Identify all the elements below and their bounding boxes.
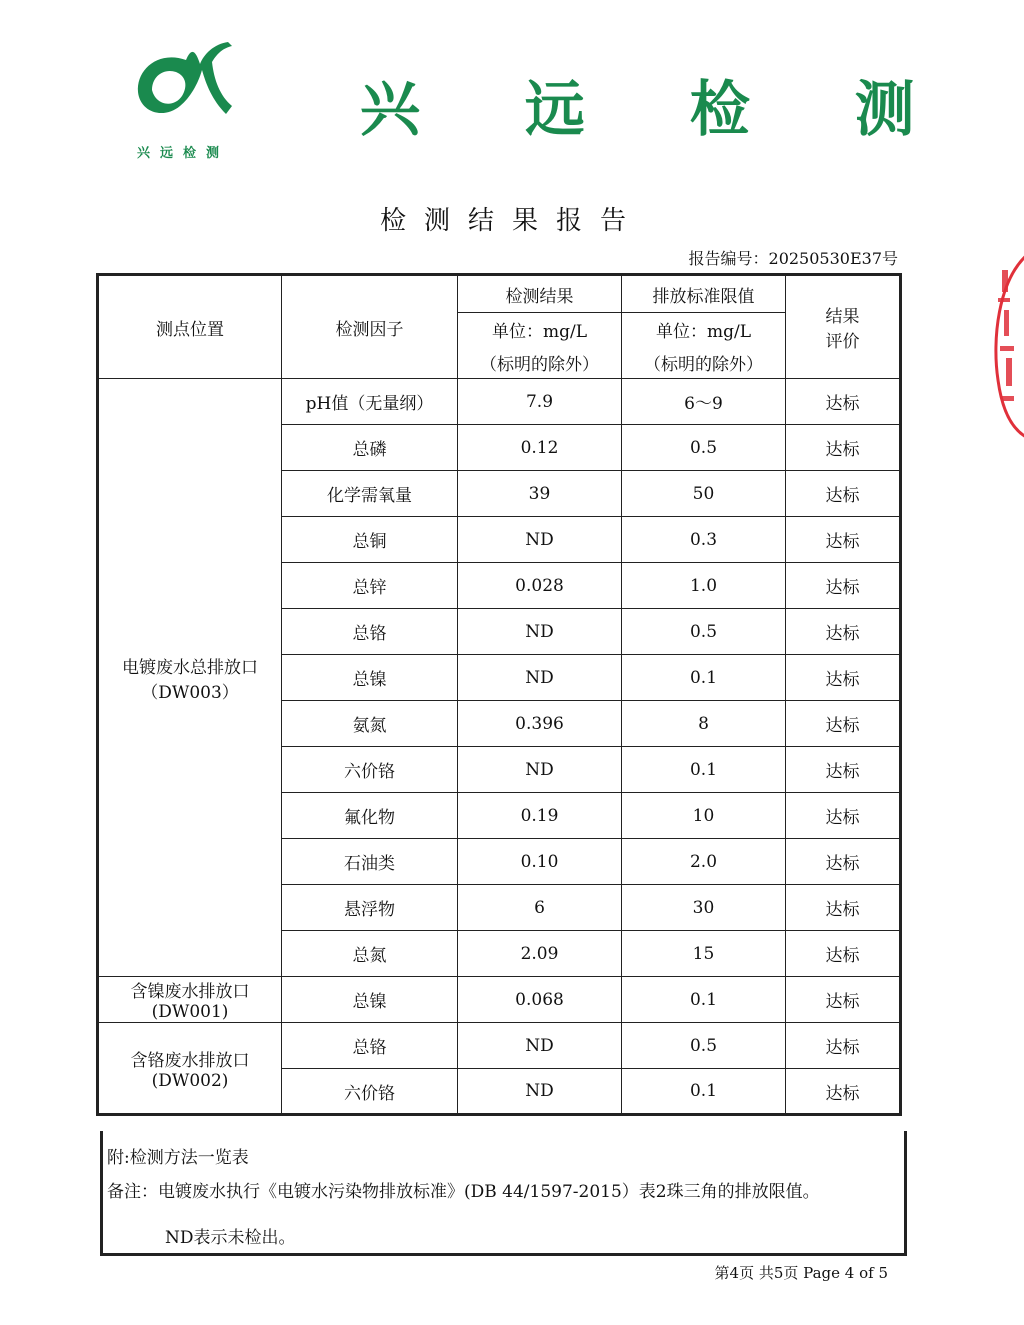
limit-cell: 1.0 [622,563,786,609]
factor-cell: 总镍 [282,655,458,701]
document-title: 检测结果报告 [379,206,644,236]
limit-cell: 0.1 [622,655,786,701]
header-evaluation [786,275,901,379]
header-limit: 排放标准限值 [622,275,786,313]
location-cell [98,1023,282,1115]
result-cell: 7.9 [458,379,622,425]
location-cell [98,977,282,1023]
evaluation-cell: 达标 [786,609,901,655]
brand-name: 兴 远 检 测 [360,75,957,145]
attachment-note: 附:检测方法一览表 [107,1148,249,1168]
result-cell: 6 [458,885,622,931]
evaluation-cell: 达标 [786,1069,901,1115]
result-cell: ND [458,1023,622,1069]
result-cell: 2.09 [458,931,622,977]
result-unit-line2: （标明的除外） [480,354,599,375]
location-name: 电镀废水总排放口 [122,657,258,678]
limit-cell: 0.3 [622,517,786,563]
limit-cell: 10 [622,793,786,839]
factor-cell: 总氮 [282,931,458,977]
header-result: 检测结果 [458,275,622,313]
seal-stamp [988,250,1024,440]
evaluation-cell: 达标 [786,1023,901,1069]
table-row [98,1023,901,1069]
result-cell: 0.028 [458,563,622,609]
factor-cell: 总铜 [282,517,458,563]
header-factor: 检测因子 [282,275,458,379]
result-cell: 0.396 [458,701,622,747]
evaluation-cell: 达标 [786,655,901,701]
notes-section [100,1131,907,1256]
nd-note: ND表示未检出。 [165,1228,296,1248]
factor-cell: 总磷 [282,425,458,471]
result-unit-line1: 单位：mg/L [491,321,588,342]
evaluation-cell: 达标 [786,747,901,793]
evaluation-cell: 达标 [786,425,901,471]
evaluation-cell: 达标 [786,793,901,839]
evaluation-cell: 达标 [786,977,901,1023]
factor-cell: 悬浮物 [282,885,458,931]
location-code: (DW002) [151,1070,229,1091]
limit-cell: 6～9 [622,379,786,425]
header-evaluation-line1: 结果 [825,307,860,327]
result-cell: ND [458,747,622,793]
table-row [98,379,901,425]
company-logo [128,40,238,130]
limit-cell: 0.1 [622,1069,786,1115]
factor-cell: 六价铬 [282,1069,458,1115]
limit-cell: 2.0 [622,839,786,885]
header-result-unit [458,313,622,379]
limit-cell: 8 [622,701,786,747]
limit-cell: 0.5 [622,609,786,655]
evaluation-cell: 达标 [786,517,901,563]
result-cell: 0.19 [458,793,622,839]
header-location: 测点位置 [98,275,282,379]
page-footer: 第4页 共5页 Page 4 of 5 [714,1264,888,1282]
result-cell: 0.10 [458,839,622,885]
location-code: (DW001) [151,1002,229,1022]
factor-cell: pH值（无量纲） [282,379,458,425]
factor-cell: 总铬 [282,609,458,655]
remark-note: 备注：电镀废水执行《电镀水污染物排放标准》(DB 44/1597-2015）表2珠三角的排放限值。 [107,1182,820,1202]
logo-caption: 兴远检测 [136,146,229,161]
result-cell: ND [458,1069,622,1115]
limit-cell: 50 [622,471,786,517]
limit-cell: 15 [622,931,786,977]
result-cell: ND [458,609,622,655]
location-code: （DW003） [141,682,239,703]
location-cell [98,379,282,977]
limit-unit-line1: 单位：mg/L [655,321,752,342]
factor-cell: 总锌 [282,563,458,609]
location-name: 含铬废水排放口 [130,1050,250,1071]
evaluation-cell: 达标 [786,563,901,609]
evaluation-cell: 达标 [786,701,901,747]
factor-cell: 总铬 [282,1023,458,1069]
result-cell: ND [458,655,622,701]
results-table [96,273,902,1116]
limit-cell: 0.5 [622,425,786,471]
limit-cell: 30 [622,885,786,931]
limit-cell: 0.5 [622,1023,786,1069]
factor-cell: 总镍 [282,977,458,1023]
factor-cell: 氨氮 [282,701,458,747]
factor-cell: 六价铬 [282,747,458,793]
factor-cell: 氟化物 [282,793,458,839]
factor-cell: 石油类 [282,839,458,885]
result-cell: 39 [458,471,622,517]
evaluation-cell: 达标 [786,931,901,977]
result-cell: 0.068 [458,977,622,1023]
evaluation-cell: 达标 [786,471,901,517]
limit-cell: 0.1 [622,747,786,793]
header-limit-unit [622,313,786,379]
factor-cell: 化学需氧量 [282,471,458,517]
table-row [98,977,901,1023]
limit-unit-line2: （标明的除外） [644,354,763,375]
evaluation-cell: 达标 [786,379,901,425]
header-evaluation-line2: 评价 [825,332,860,352]
location-name: 含镍废水排放口 [130,982,250,1002]
limit-cell: 0.1 [622,977,786,1023]
result-cell: ND [458,517,622,563]
evaluation-cell: 达标 [786,839,901,885]
report-number: 报告编号：20250530E37号 [688,249,898,268]
result-cell: 0.12 [458,425,622,471]
evaluation-cell: 达标 [786,885,901,931]
